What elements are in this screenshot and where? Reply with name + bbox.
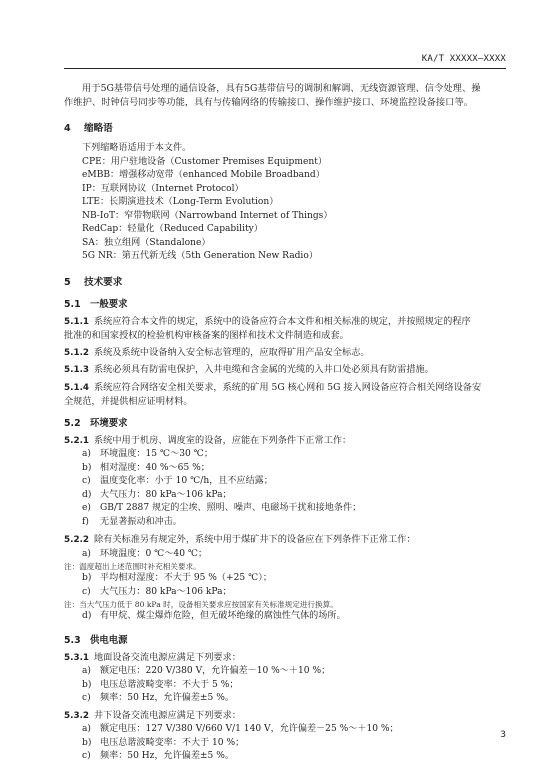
abbr-item: eMBB：增强移动宽带（enhanced Mobile Broadband） bbox=[82, 170, 325, 180]
list-text: 额定电压：127 V/380 V/660 V/1 140 V，允许偏差－25 %～＋10 %； bbox=[100, 724, 399, 734]
list-letter: d) bbox=[82, 611, 92, 621]
clause-text: 系统必须具有防雷电保护，入井电缆和含金属的光缆的入井口处必须具有防雷措施。 bbox=[94, 364, 434, 375]
list-item bbox=[64, 665, 506, 679]
section-4-heading bbox=[64, 122, 506, 136]
clause-5-1-2 bbox=[64, 346, 506, 361]
list-letter: a) bbox=[82, 548, 91, 559]
list-item bbox=[64, 489, 506, 503]
clause-text: 系统应符合网络安全相关要求，系统的矿用 5G 核心网和 5G 接入网设备应符合相关网络设备安 bbox=[94, 381, 482, 393]
note: 注：温度超出上述范围时补充相关要求。 bbox=[64, 562, 201, 571]
list-item bbox=[64, 516, 506, 530]
list-item bbox=[64, 610, 506, 624]
list-letter: b) bbox=[82, 573, 92, 583]
clause-number: 5.3.2 bbox=[64, 710, 90, 721]
list-item bbox=[64, 586, 506, 600]
list-text: 大气压力：80 kPa～106 kPa； bbox=[100, 489, 232, 500]
abbr-item: LTE：长期演进技术（Long-Term Evolution） bbox=[82, 197, 279, 207]
intro-line-2: 作维护、时钟信号同步等功能，具有与传输网络的传输接口、操作维护接口、环境监控设备接口等。 bbox=[64, 97, 474, 108]
list-letter: c) bbox=[82, 476, 91, 486]
clause-number: 5.3.1 bbox=[64, 652, 90, 663]
page-content bbox=[64, 82, 506, 764]
clause-number: 5.1.4 bbox=[64, 382, 90, 393]
list-item bbox=[64, 692, 506, 706]
list-letter: b) bbox=[82, 737, 92, 748]
clause-5-1-1-cont: 批准的和国家授权的检验机构审核备案的图样和技术文件制造和成套。 bbox=[64, 330, 349, 341]
document-code: KA/T XXXXX—XXXX bbox=[421, 54, 506, 64]
clause-number: 5.2.1 bbox=[64, 435, 90, 446]
clause-number: 5.2.2 bbox=[64, 535, 90, 545]
abbr-lead: 下列缩略语适用于本文件。 bbox=[82, 143, 192, 153]
abbr-item: SA：独立组网（Standalone） bbox=[82, 237, 211, 248]
clause-text: 系统中用于机房、调度室的设备，应能在下列条件下正常工作： bbox=[94, 434, 352, 446]
list-text: 有甲烷、煤尘爆炸危险，但无破坏绝缘的腐蚀性气体的场所。 bbox=[100, 611, 346, 621]
section-number: 5.1 bbox=[64, 298, 81, 310]
list-text: 温度变化率：小于 10 ℃/h，且不应结露； bbox=[100, 476, 273, 486]
abbr-item: IP：互联网协议（Internet Protocol） bbox=[82, 183, 244, 194]
list-text: 大气压力：80 kPa～106 kPa； bbox=[100, 586, 232, 597]
list-item bbox=[64, 679, 506, 693]
list-letter: e) bbox=[82, 503, 91, 513]
section-title: 技术要求 bbox=[84, 276, 123, 288]
list-letter: b) bbox=[82, 679, 92, 690]
list-letter: a) bbox=[82, 724, 91, 734]
clause-5-3-2 bbox=[64, 709, 506, 724]
section-number: 5 bbox=[64, 276, 71, 288]
clause-text: 除有关标准另有规定外，系统中用于煤矿井下的设备应在下列条件下正常工作： bbox=[94, 534, 416, 545]
list-item bbox=[64, 462, 506, 476]
list-letter: a) bbox=[82, 666, 91, 676]
list-letter: d) bbox=[82, 489, 92, 500]
list-text: 无显著振动和冲击。 bbox=[100, 516, 182, 527]
list-letter: c) bbox=[82, 586, 91, 597]
list-letter: f) bbox=[82, 516, 89, 527]
section-5-3-heading bbox=[64, 634, 506, 648]
section-title: 环境要求 bbox=[90, 417, 128, 429]
clause-5-2-2 bbox=[64, 533, 506, 548]
list-item bbox=[64, 475, 506, 489]
list-text: 电压总谐波畸变率：不大于 10 %； bbox=[100, 737, 245, 748]
section-title: 供电电源 bbox=[90, 634, 128, 646]
section-number: 5.2 bbox=[64, 417, 81, 429]
intro-line-1: 用于5G基带信号处理的通信设备，具有5G基带信号的调制和解调、无线资源管理、信令处理、操 bbox=[82, 83, 481, 94]
section-number: 4 bbox=[64, 123, 71, 134]
note: 注：当大气压力低于 80 kPa 时，设备相关要求应按国家有关标准规定进行换算。 bbox=[64, 600, 338, 609]
list-text: 相对湿度：40 %～65 %； bbox=[100, 462, 210, 473]
clause-text: 地面设备交流电源应满足下列要求： bbox=[94, 651, 241, 663]
list-text: 额定电压：220 V/380 V，允许偏差－10 %～＋10 %； bbox=[100, 666, 331, 676]
section-5-2-heading bbox=[64, 417, 506, 431]
page-number: 3 bbox=[500, 730, 506, 740]
section-5-1-heading bbox=[64, 298, 506, 312]
list-item bbox=[64, 548, 506, 562]
list-item bbox=[64, 723, 506, 737]
clause-number: 5.1.1 bbox=[64, 316, 90, 327]
clause-5-1-1 bbox=[64, 315, 506, 330]
clause-5-3-1 bbox=[64, 651, 506, 666]
header-rule bbox=[64, 68, 506, 69]
list-item bbox=[64, 572, 506, 586]
list-item bbox=[64, 737, 506, 751]
clause-5-1-4 bbox=[64, 381, 506, 396]
abbr-item: 5G NR：第五代新无线（5th Generation New Radio） bbox=[82, 251, 318, 261]
clause-5-1-3 bbox=[64, 363, 506, 378]
list-text: 电压总谐波畸变率：不大于 5 %； bbox=[100, 679, 239, 690]
list-text: 平均相对湿度：不大于 95 %（+25 ℃）； bbox=[100, 573, 272, 583]
clause-number: 5.1.3 bbox=[64, 365, 90, 375]
list-letter: a) bbox=[82, 449, 91, 459]
clause-text: 井下设备交流电源应满足下列要求： bbox=[94, 709, 241, 721]
abbr-item: RedCap：轻量化（Reduced Capability） bbox=[82, 224, 263, 234]
list-item bbox=[64, 448, 506, 462]
list-letter: b) bbox=[82, 462, 92, 473]
list-text: 频率：50 Hz，允许偏差±5 %。 bbox=[100, 693, 234, 703]
section-number: 5.3 bbox=[64, 634, 81, 646]
abbr-item: NB-IoT：窄带物联网（Narrowband Internet of Things） bbox=[82, 210, 333, 221]
clause-text: 系统及系统中设备纳入安全标志管理的，应取得矿用产品安全标志。 bbox=[94, 346, 370, 358]
abbr-item: CPE：用户驻地设备（Customer Premises Equipment） bbox=[82, 156, 327, 167]
list-text: GB/T 2887 规定的尘埃、照明、噪声、电磁场干扰和接地条件； bbox=[100, 503, 362, 513]
clause-5-2-1 bbox=[64, 434, 506, 449]
clause-5-1-4-cont: 全规范，并提供相应证明材料。 bbox=[64, 396, 193, 407]
section-5-heading bbox=[64, 276, 506, 290]
clause-number: 5.1.2 bbox=[64, 347, 90, 358]
list-letter: c) bbox=[82, 751, 91, 761]
clause-text: 系统应符合本文件的规定，系统中的设备应符合本文件和相关标准的规定，并按照规定的程序 bbox=[94, 315, 471, 327]
list-letter: c) bbox=[82, 693, 91, 703]
section-title: 缩略语 bbox=[84, 123, 113, 134]
list-text: 环境温度：0 ℃～40 ℃； bbox=[100, 548, 208, 559]
list-text: 频率：50 Hz，允许偏差±5 %。 bbox=[100, 751, 234, 761]
list-text: 环境温度：15 ℃～30 ℃； bbox=[100, 449, 213, 459]
section-title: 一般要求 bbox=[90, 298, 128, 310]
list-item bbox=[64, 502, 506, 516]
list-item bbox=[64, 750, 506, 764]
